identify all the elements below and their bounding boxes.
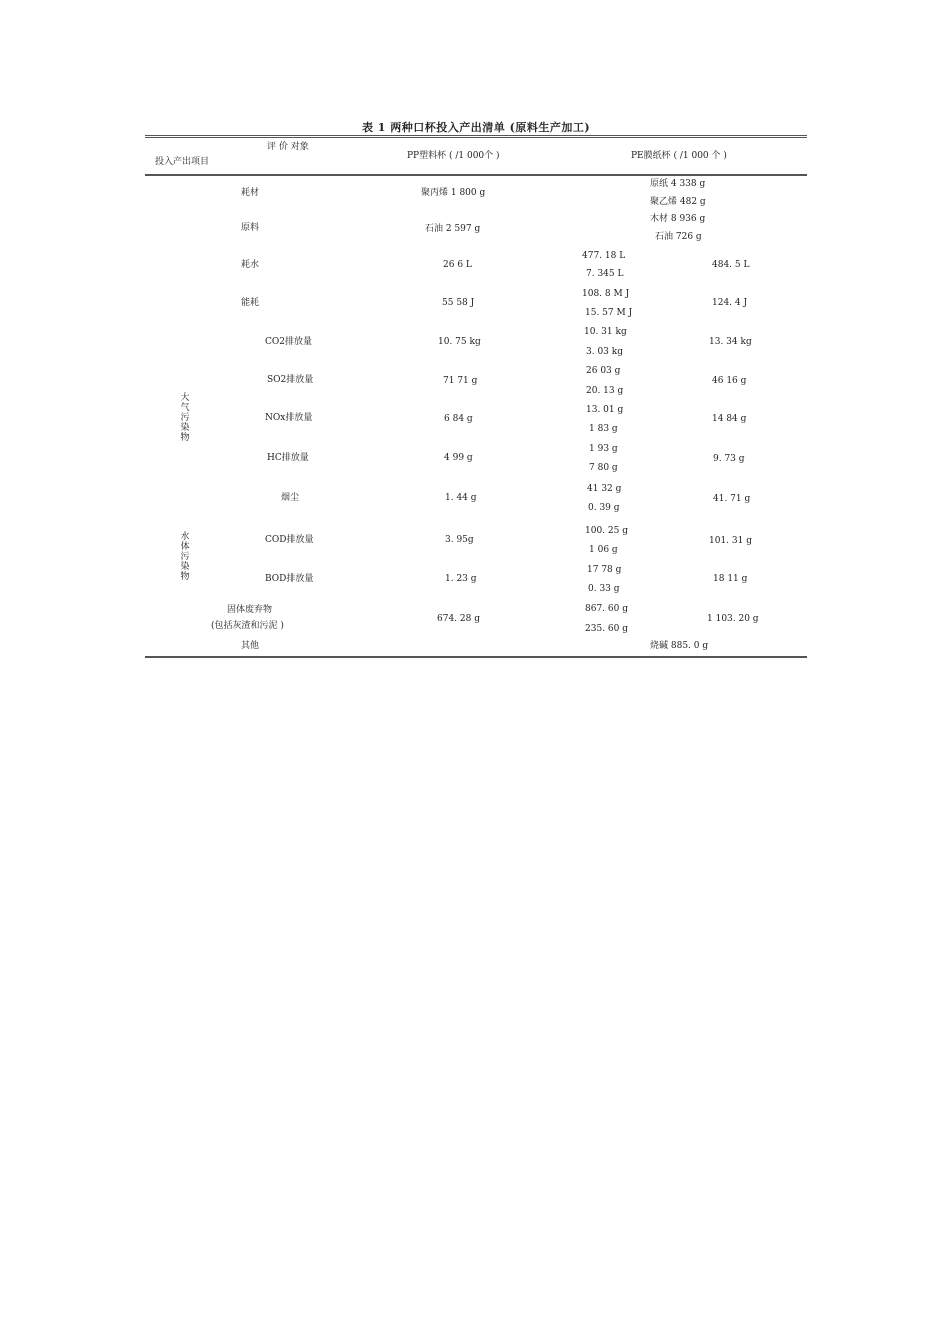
pe-nenghao-part-1: 108. 8 M J — [582, 289, 630, 299]
pe-nenghao-total: 124. 4 J — [712, 298, 748, 308]
header-rule — [145, 174, 807, 176]
group-water-label: 水体污染物 — [180, 532, 190, 582]
row-label-co2: CO2排放量 — [265, 337, 312, 347]
row-label-yuanliao: 原料 — [241, 223, 260, 233]
row-label-bod: BOD排放量 — [265, 574, 314, 584]
pe-haoshui-part-1: 477. 18 L — [582, 251, 626, 261]
pe-yuanliao-2: 石油 726 g — [655, 232, 702, 242]
pe-cod-part-2: 1 06 g — [589, 545, 618, 555]
pe-so2-part-2: 20. 13 g — [586, 386, 624, 396]
row-label-nox: NOx排放量 — [265, 413, 313, 423]
row-label-haoshui: 耗水 — [241, 260, 260, 270]
pp-nox: 6 84 g — [444, 414, 473, 424]
pe-hc-total: 9. 73 g — [713, 454, 745, 464]
pe-guti-total: 1 103. 20 g — [707, 614, 759, 624]
pe-co2-total: 13. 34 kg — [709, 337, 752, 347]
pe-hc-part-2: 7 80 g — [589, 463, 618, 473]
pp-so2: 71 71 g — [443, 376, 478, 386]
pe-haoshui-part-2: 7. 345 L — [586, 269, 624, 279]
pp-bod: 1. 23 g — [445, 574, 477, 584]
row-label-hc: HC排放量 — [267, 453, 309, 463]
pe-so2-part-1: 26 03 g — [586, 366, 621, 376]
pe-haocai-2: 聚乙烯 482 g — [650, 197, 706, 207]
pe-haocai-1: 原纸 4 338 g — [650, 179, 706, 189]
pe-cod-total: 101. 31 g — [709, 536, 752, 546]
pp-cod: 3. 95g — [445, 535, 474, 545]
pe-nox-part-2: 1 83 g — [589, 424, 618, 434]
pe-yanchen-part-2: 0. 39 g — [588, 503, 620, 513]
header-eval-object: 评 价 对象 — [267, 142, 309, 152]
pp-haoshui: 26 6 L — [443, 260, 472, 270]
pe-co2-part-2: 3. 03 kg — [586, 347, 623, 357]
pp-nenghao: 55 58 J — [442, 298, 475, 308]
group-air-label: 大气污染物 — [180, 393, 190, 443]
pe-hc-part-1: 1 93 g — [589, 444, 618, 454]
top-rule-2 — [145, 137, 807, 138]
header-pp: PP塑料杯 ( /1 000个 ) — [407, 151, 500, 161]
pe-bod-part-2: 0. 33 g — [588, 584, 620, 594]
pe-qita: 烧碱 885. 0 g — [650, 641, 709, 651]
pp-yuanliao: 石油 2 597 g — [425, 224, 481, 234]
row-label-so2: SO2排放量 — [267, 375, 314, 385]
pp-haocai: 聚丙烯 1 800 g — [421, 188, 486, 198]
pe-nox-part-1: 13. 01 g — [586, 405, 624, 415]
header-pe: PE膜纸杯 ( /1 000 个 ) — [631, 151, 727, 161]
bottom-rule — [145, 656, 807, 658]
pe-nenghao-part-2: 15. 57 M J — [585, 308, 633, 318]
top-rule — [145, 135, 807, 136]
pe-nox-total: 14 84 g — [712, 414, 747, 424]
pe-cod-part-1: 100. 25 g — [585, 526, 628, 536]
pp-yanchen: 1. 44 g — [445, 493, 477, 503]
pe-guti-part-2: 235. 60 g — [585, 624, 628, 634]
pe-bod-part-1: 17 78 g — [587, 565, 622, 575]
pe-yuanliao-1: 木材 8 936 g — [650, 214, 706, 224]
row-label-qita: 其他 — [241, 641, 260, 651]
row-label-nenghao: 能耗 — [241, 298, 260, 308]
row-label-haocai: 耗材 — [241, 188, 260, 198]
inventory-table — [145, 118, 807, 661]
row-label-cod: COD排放量 — [265, 535, 314, 545]
row-label-yanchen: 烟尘 — [281, 493, 300, 503]
header-items: 投入产出项目 — [155, 157, 210, 167]
row-label-guti-note: (包括灰渣和污泥 ) — [211, 621, 284, 631]
pp-co2: 10. 75 kg — [438, 337, 481, 347]
pe-co2-part-1: 10. 31 kg — [584, 327, 627, 337]
row-label-guti: 固体废弃物 — [227, 605, 273, 615]
pe-yanchen-part-1: 41 32 g — [587, 484, 622, 494]
table-title: 表 1 两种口杯投入产出清单 (原料生产加工) — [361, 121, 591, 134]
pp-hc: 4 99 g — [444, 453, 473, 463]
pe-haoshui-total: 484. 5 L — [712, 260, 750, 270]
pe-so2-total: 46 16 g — [712, 376, 747, 386]
pp-guti: 674. 28 g — [437, 614, 480, 624]
pe-guti-part-1: 867. 60 g — [585, 604, 628, 614]
pe-yanchen-total: 41. 71 g — [713, 494, 751, 504]
pe-bod-total: 18 11 g — [713, 574, 748, 584]
